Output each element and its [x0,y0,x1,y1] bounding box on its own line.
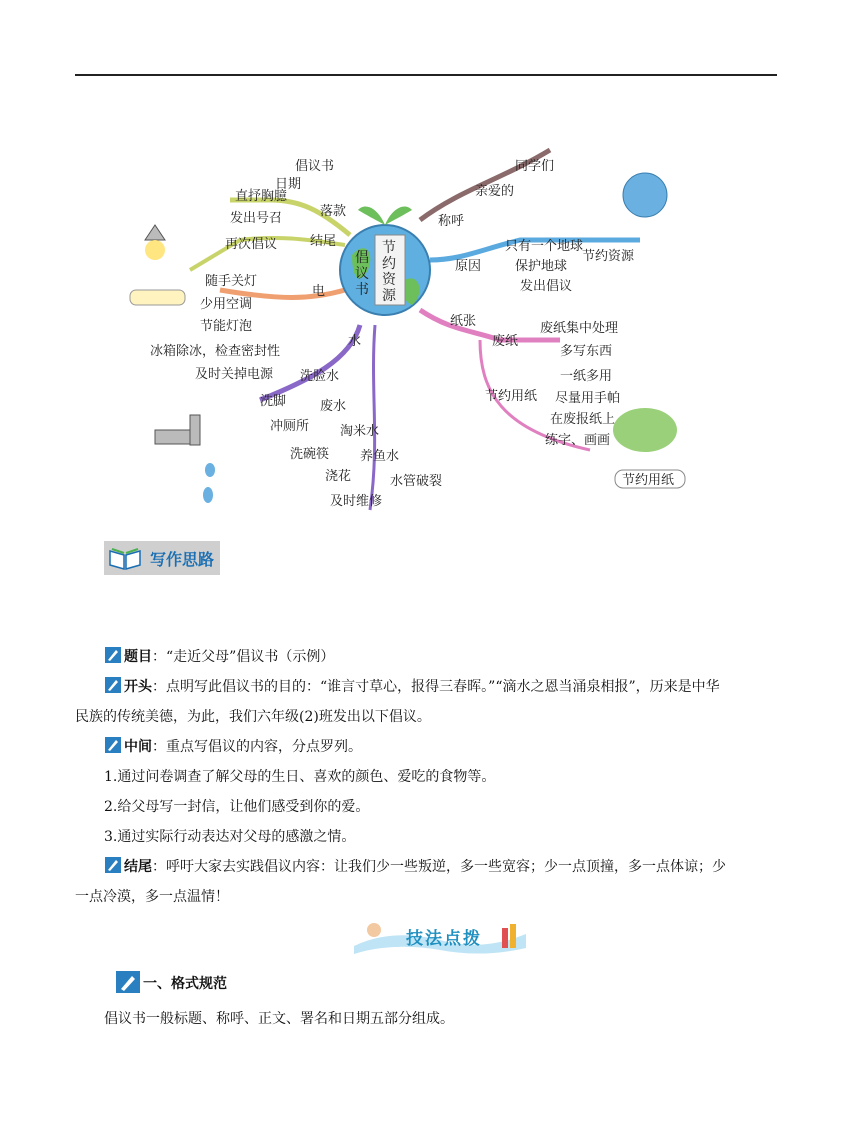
middle-text: ：重点写倡议的内容，分点罗列。 [152,739,362,755]
techniques-banner [352,918,528,954]
branch-label-feizhi: 废纸 [492,334,519,349]
title-label: 题目 [124,649,152,665]
pen-icon [104,676,122,694]
branch-item: 洗碗筷 [290,447,330,462]
center-char: 源 [382,288,396,304]
branch-label-jiewei: 结尾 [310,234,337,249]
branch-item: 少用空调 [200,297,253,312]
branch-label-yuanyin: 原因 [455,259,482,274]
tree-tag: 节约用纸 [622,473,675,488]
branch-item: 废水 [320,399,347,414]
branch-item: 随手关灯 [205,274,258,289]
branch-item: 冰箱除冰，检查密封性 [150,344,281,359]
branch-item: 同学们 [515,159,555,174]
branch-item: 倡议书 [295,159,335,174]
opening-text: ：点明写此倡议书的目的：“谁言寸草心，报得三春晖。”“滴水之恩当涌泉相报”，历来是中华 [152,679,720,695]
earth-mascot-icon [623,173,667,217]
branch-item: 洗脸水 [300,369,340,384]
writing-ideas-badge [104,541,220,575]
branch-item: 及时维修 [330,494,383,509]
opening-continuation: 民族的传统美德，为此，我们六年级(2)班发出以下倡议。 [75,709,431,725]
branch-item: 直抒胸臆 [235,189,288,204]
center-char: 约 [382,256,396,272]
center-char: 倡 [355,250,369,266]
branch-item: 养鱼水 [360,449,400,464]
branch-label-luokuan: 落款 [320,204,347,219]
format-section-title: 一、格式规范 [143,976,227,992]
branch-item: 多写东西 [560,344,613,359]
title-paragraph [104,642,775,672]
branch-item: 浇花 [325,469,352,484]
branch-item: 节约资源 [582,249,635,264]
ending-text: ：呼吁大家去实践倡议内容：让我们少一些叛逆，多一些宽容；少一点顶撞，多一点体谅；少 [152,859,726,875]
faucet-icon [155,415,215,503]
branch-label-dian: 电 [312,284,326,299]
tree-mascot-icon [613,408,685,488]
center-char: 资 [382,272,396,288]
branch-item: 练字、画画 [545,433,611,448]
pen-icon [104,856,122,874]
list-item-1: 1.通过问卷调查了解父母的生日、喜欢的颜色、爱吃的食物等。 [104,769,496,785]
branch-item: 尽量用手帕 [555,391,621,406]
branch-item: 日期 [275,177,302,192]
branch-item: 亲爱的 [475,184,515,199]
branch-item: 冲厕所 [270,419,310,434]
branch-label-jieyue: 节约用纸 [485,389,538,404]
center-char: 议 [355,266,369,282]
ending-paragraph [104,852,775,882]
branch-item: 及时关掉电源 [195,367,274,382]
branch-item: 水管破裂 [390,474,443,489]
branch-item: 淘米水 [340,424,380,439]
branch-item: 再次倡议 [225,237,278,252]
branch-item: 洗脚 [260,394,287,409]
ending-continuation: 一点冷漠，多一点温情！ [75,889,229,905]
pen-icon [104,736,122,754]
format-section-heading [115,970,227,994]
middle-label: 中间 [124,739,152,755]
center-char: 书 [355,282,369,298]
list-item-3: 3.通过实际行动表达对父母的感激之情。 [104,829,356,845]
writing-ideas-title: 写作思路 [150,550,215,569]
branch-label-zhizhang: 纸张 [450,314,477,329]
book-icon [108,545,142,571]
branch-item: 一纸多用 [560,369,613,384]
list-item-2: 2.给父母写一封信，让他们感受到你的爱。 [104,799,370,815]
branch-item: 在废报纸上 [550,412,616,427]
title-text: ：“走近父母”倡议书（示例） [152,649,335,665]
pen-icon [104,646,122,664]
format-section-body: 倡议书一般标题、称呼、正文、署名和日期五部分组成。 [104,1011,454,1027]
middle-paragraph [104,732,775,762]
opening-label: 开头 [124,679,152,695]
branch-item: 只有一个地球 [505,239,584,254]
ending-label: 结尾 [124,859,152,875]
center-char: 节 [382,240,396,256]
opening-paragraph [104,672,775,702]
branch-item: 节能灯泡 [200,319,253,334]
branch-item: 保护地球 [515,259,568,274]
branch-item: 废纸集中处理 [540,321,619,336]
branch-label-shui: 水 [348,334,362,349]
pen-icon [115,970,141,994]
branch-item: 发出倡议 [520,279,573,294]
header-rule [75,74,777,76]
banner-title: 技法点拨 [406,929,482,949]
branch-label-chenghu: 称呼 [438,214,465,229]
mind-map-illustration [120,140,675,520]
branch-item: 发出号召 [230,211,283,226]
lamp-icon [130,225,185,305]
